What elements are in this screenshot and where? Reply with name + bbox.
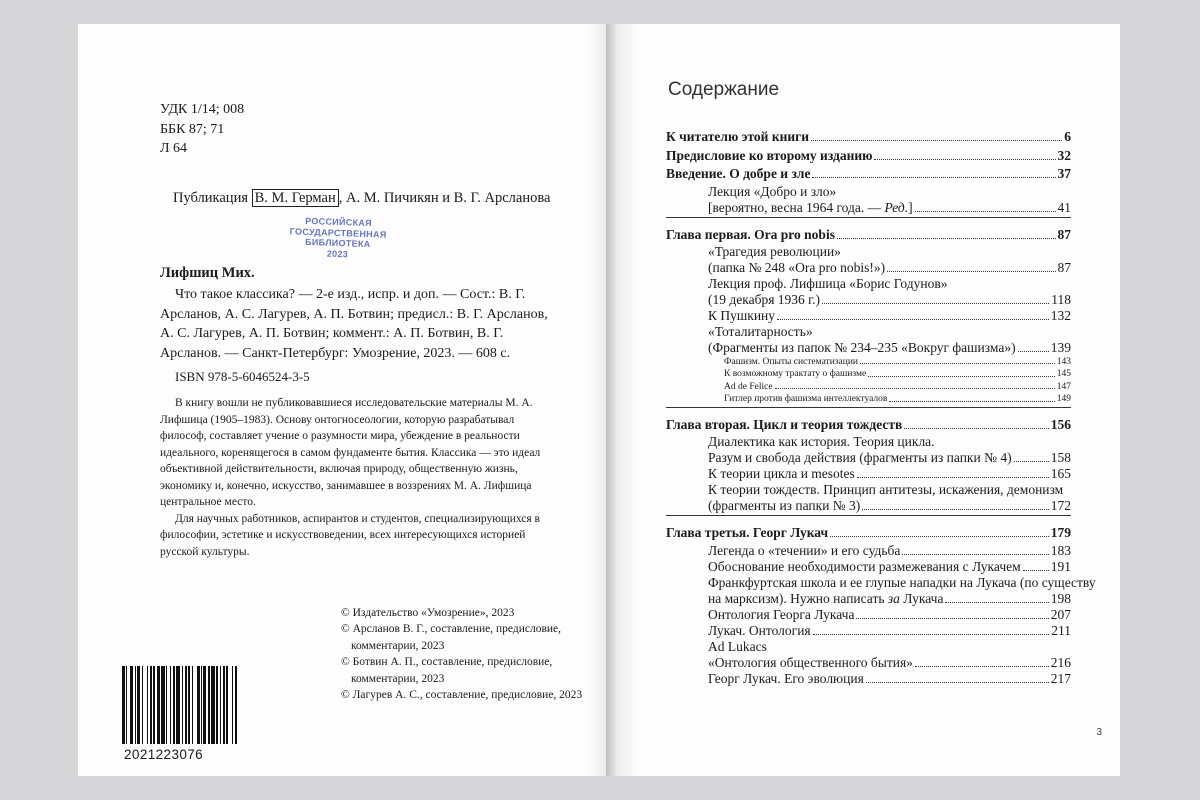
copyright-line: © Лагурев А. С., составление, предисловие, 2023 — [341, 689, 583, 702]
toc-leader-dots — [904, 428, 1048, 429]
contents-title: Содержание — [668, 79, 780, 100]
toc-entry-title: К теории цикла и mesotes — [708, 466, 855, 482]
toc-entry — [666, 482, 1071, 498]
toc-entry — [666, 623, 1071, 639]
toc-page-number: 132 — [1050, 308, 1071, 323]
publication-prefix: Публикация — [173, 190, 252, 206]
toc-entry — [666, 368, 1071, 380]
toc-leader-dots — [915, 211, 1056, 212]
toc-page-number: 87 — [1057, 260, 1071, 275]
toc-entry — [666, 591, 1071, 607]
toc-entry — [666, 671, 1071, 687]
toc-chapter — [666, 524, 1071, 541]
author-sign: Л 64 — [160, 141, 187, 156]
toc-page-number: 147 — [1056, 381, 1071, 392]
toc-entry-title: К возможному трактату о фашизме — [724, 369, 867, 380]
library-stamp — [277, 215, 398, 261]
toc-leader-dots — [813, 634, 1050, 635]
toc-leader-dots — [915, 666, 1049, 667]
toc-page-number: 207 — [1050, 606, 1071, 622]
toc-page-number: 37 — [1057, 166, 1071, 181]
toc-leader-dots — [822, 303, 1049, 304]
toc-chapter — [666, 165, 1071, 182]
toc-leader-dots — [868, 376, 1055, 377]
toc-entry — [666, 340, 1071, 356]
contents-page — [606, 24, 1120, 776]
toc-leader-dots — [857, 477, 1049, 478]
bibliographic-description: Что такое классика? — 2-е изд., испр. и доп. — Сост.: В. Г. Арсланов, А. С. Лагурев, А. П. Ботвин; предисл.: В. Г. Арсланов, А. С. Лагурев, А. П. Ботвин; коммент.: А. П. Ботвин, В. Г. Арсланов. — Санкт-Петербург: Умозрение, 2023. — 608 с. — [160, 287, 548, 361]
copyright-line: © Издательство «Умозрение», 2023 — [341, 607, 515, 619]
publication-suffix: , А. М. Пичикян и В. Г. Арсланова — [338, 190, 551, 206]
toc-leader-dots — [945, 602, 1048, 603]
isbn: ISBN 978-5-6046524-3-5 — [175, 369, 310, 384]
toc-entry-title: К теории тождеств. Принцип антитезы, искажения, демонизм — [708, 482, 1064, 498]
page-gutter-shadow — [606, 24, 638, 776]
toc-entry — [666, 324, 1071, 340]
toc-leader-dots — [830, 536, 1049, 537]
toc-page-number: 87 — [1057, 226, 1071, 242]
toc-entry-title: К читателю этой книги — [666, 129, 810, 144]
toc-page-number: 191 — [1050, 558, 1071, 574]
toc-entry-title: (папка № 248 «Ora pro nobis!») — [708, 260, 886, 275]
toc-entry-title: Ad de Felice — [724, 381, 773, 392]
toc-entry — [666, 308, 1071, 324]
bbk-code: ББК 87; 71 — [160, 121, 225, 137]
toc-entry-title: Лекция «Добро и зло» — [708, 183, 837, 199]
toc-leader-dots — [811, 140, 1062, 141]
toc-page-number: 172 — [1050, 498, 1071, 514]
toc-page-number: 216 — [1050, 654, 1071, 670]
toc-leader-dots — [889, 401, 1054, 402]
toc-page-number: 165 — [1050, 466, 1071, 482]
toc-entry — [666, 393, 1071, 407]
stamp-line: 2023 — [326, 248, 349, 259]
toc-entry — [666, 655, 1071, 671]
toc-entry-title: Разум и свобода действия (фрагменты из папки № 4) — [708, 450, 1012, 466]
udc-code: УДК 1/14; 008 — [160, 102, 245, 117]
classification-codes — [160, 100, 244, 159]
barcode-bars — [122, 666, 270, 744]
toc-page-number: 6 — [1064, 129, 1071, 144]
toc-entry-title: (фрагменты из папки № 3) — [708, 498, 861, 514]
library-barcode — [120, 666, 278, 774]
toc-leader-dots — [860, 363, 1055, 364]
publication-line — [173, 190, 550, 207]
toc-entry-title: К Пушкину — [708, 308, 776, 323]
copyright-line: © Арсланов В. Г., составление, предисловие, комментарии, 2023 — [341, 623, 562, 652]
toc-entry — [666, 559, 1071, 575]
page-gutter-shadow — [588, 24, 606, 776]
toc-entry-title: Лукач. Онтология — [708, 622, 811, 638]
annotation-paragraph: В книгу вошли не публиковавшиеся исследовательские материалы М. А. Лифшица (1905–1983). Основу онтогносеологии, которую разрабатывал философ, составляет учение о разумности мира, убеждение в реальности идеального, коренящегося в самом фундаменте бытия. Классика — это идеал объективной действительности, включая природу, общественную жизнь, экономику и, конечно, искусство, занимавшее в воззрениях М. А. Лифшица центральное место. — [160, 397, 541, 508]
toc-entry-title: «Трагедия революции» — [708, 244, 841, 259]
toc-page-number: 149 — [1056, 394, 1071, 405]
toc-entry — [666, 543, 1071, 559]
toc-entry — [666, 381, 1071, 393]
toc-leader-dots — [866, 682, 1049, 683]
toc-leader-dots — [777, 319, 1049, 320]
toc-page-number: 41 — [1057, 199, 1071, 215]
toc-entry — [666, 184, 1071, 200]
toc-entry-title: Предисловие ко второму изданию — [666, 147, 873, 163]
toc-leader-dots — [902, 554, 1048, 555]
toc-entry — [666, 356, 1071, 368]
toc-entry — [666, 276, 1071, 292]
imprint-page — [78, 24, 606, 776]
barcode-bar — [237, 666, 238, 744]
annotation-paragraph: Для научных работников, аспирантов и студентов, специализирующихся в философии, эстетике и искусствоведении, всех интересующихся историей русской культуры. — [160, 512, 540, 558]
toc-entry-title: Введение. О добре и зле — [666, 166, 811, 181]
toc-leader-dots — [812, 177, 1055, 178]
toc-page-number: 179 — [1050, 525, 1071, 541]
toc-entry — [666, 498, 1071, 516]
toc-page-number: 198 — [1050, 590, 1071, 606]
toc-page-number: 158 — [1050, 450, 1071, 466]
toc-page-number: 183 — [1050, 542, 1071, 558]
toc-page-number: 32 — [1057, 147, 1071, 163]
stamp-line: РОССИЙСКАЯ — [304, 215, 373, 229]
toc-chapter — [666, 128, 1071, 145]
toc-entry-title: «Тоталитарность» — [708, 324, 813, 339]
toc-entry — [666, 244, 1071, 260]
toc-entry — [666, 450, 1071, 466]
toc-leader-dots — [775, 388, 1055, 389]
table-of-contents — [666, 128, 1096, 687]
toc-page-number: 143 — [1056, 357, 1071, 367]
toc-entry-title: «Онтология общественного бытия» — [708, 654, 913, 670]
toc-leader-dots — [887, 271, 1055, 272]
toc-entry-title: Глава третья. Георг Лукач — [666, 525, 829, 541]
toc-page-number: 217 — [1050, 670, 1071, 686]
toc-leader-dots — [1023, 570, 1049, 571]
toc-chapter — [666, 416, 1071, 433]
toc-leader-dots — [1014, 461, 1049, 462]
toc-page-number: 211 — [1051, 622, 1071, 638]
publication-boxed-name: В. М. Герман — [252, 189, 339, 207]
toc-entry-title: на марксизм). Нужно написать за Лукача — [708, 590, 944, 606]
author-heading: Лифшиц Мих. — [160, 265, 255, 281]
barcode-number: 2021223076 — [124, 747, 204, 762]
annotation — [160, 395, 558, 560]
toc-entry-title: Франкфуртская школа и ее глупые нападки на Лукача (по существу — [708, 574, 1096, 590]
toc-entry-title: Легенда о «течении» и его судьба — [708, 542, 901, 558]
toc-page-number: 139 — [1050, 340, 1071, 355]
toc-entry-title: (19 декабря 1936 г.) — [708, 292, 821, 307]
toc-entry-title: (Фрагменты из папок № 234–235 «Вокруг фашизма») — [708, 340, 1016, 355]
copyright-block — [341, 605, 586, 703]
toc-entry — [666, 466, 1071, 482]
toc-entry-title: Глава вторая. Цикл и теория тождеств — [666, 416, 903, 432]
toc-leader-dots — [874, 159, 1055, 160]
toc-entry — [666, 607, 1071, 623]
toc-leader-dots — [856, 618, 1048, 619]
book-spread — [78, 24, 1120, 776]
toc-entry — [666, 574, 1096, 591]
toc-entry — [666, 260, 1071, 276]
page-number: 3 — [1096, 727, 1102, 738]
toc-entry — [666, 292, 1071, 308]
toc-leader-dots — [1018, 351, 1049, 352]
toc-page-number: 156 — [1050, 416, 1071, 432]
toc-entry-title: Ad Lukacs — [708, 638, 767, 654]
toc-entry-title: Глава первая. Ora pro nobis — [666, 226, 835, 242]
toc-leader-dots — [862, 509, 1048, 510]
stamp-line: ГОСУДАРСТВЕННАЯ — [289, 225, 387, 240]
toc-entry-title: Фашизм. Опыты систематизации — [724, 357, 858, 367]
toc-entry-title: Лекция проф. Лифшица «Борис Годунов» — [708, 276, 948, 291]
toc-page-number: 118 — [1051, 292, 1071, 307]
toc-page-number: 145 — [1056, 369, 1071, 380]
toc-entry-title: Онтология Георга Лукача — [708, 606, 855, 622]
toc-entry — [666, 434, 1071, 450]
copyright-line: © Ботвин А. П., составление, предисловие, комментарии, 2023 — [341, 656, 553, 685]
toc-entry — [666, 639, 1071, 655]
toc-entry-title: Георг Лукач. Его эволюция — [708, 670, 864, 686]
toc-entry-title: Обоснование необходимости размежевания с Лукачем — [708, 558, 1021, 574]
stamp-line: БИБЛИОТЕКА — [304, 236, 371, 250]
toc-chapter — [666, 147, 1071, 164]
toc-entry-title: Гитлер против фашизма интеллектуалов — [724, 394, 888, 405]
toc-chapter — [666, 226, 1071, 243]
toc-leader-dots — [837, 238, 1056, 239]
toc-entry-title: Диалектика как история. Теория цикла. — [708, 434, 935, 450]
toc-entry — [666, 200, 1071, 218]
toc-entry-title: [вероятно, весна 1964 года. — Ред.] — [708, 199, 913, 215]
